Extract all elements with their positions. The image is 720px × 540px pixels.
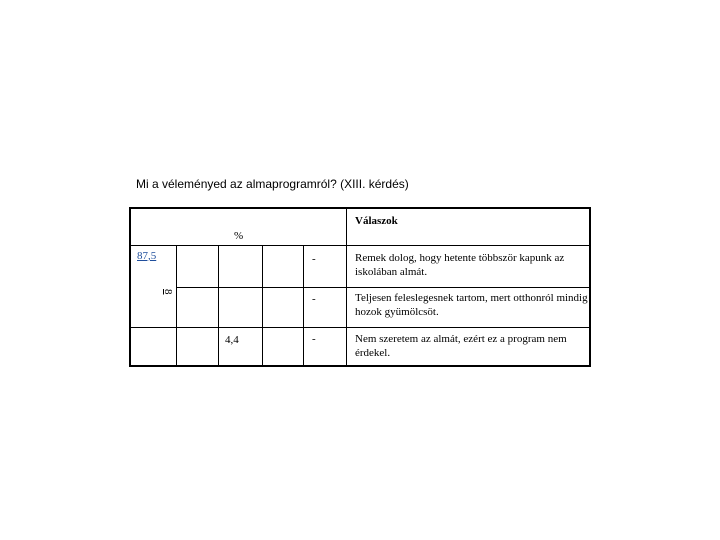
row-divider-1 [176, 287, 589, 288]
col-divider-1 [176, 245, 177, 367]
row-2-dash: - [312, 293, 316, 305]
answers-header: Válaszok [355, 215, 398, 227]
col-divider-5 [346, 209, 347, 367]
value-4-4: 4,4 [225, 334, 239, 346]
question-title: Mi a véleményed az almaprogramról? (XIII. kérdés) [136, 177, 409, 191]
answer-row-2: Teljesen feleslegesnek tartom, mert otthonról mindig hozok gyümölcsöt. [355, 292, 588, 318]
col-divider-3 [262, 245, 263, 367]
row-divider-2 [131, 327, 589, 328]
answer-row-3: Nem szeretem az almát, ezért ez a program nem érdekel. [355, 333, 567, 359]
answer-row-1: Remek dolog, hogy hetente többször kapunk az iskolában almát. [355, 252, 565, 278]
col-divider-2 [218, 245, 219, 367]
row-3-dash: - [312, 333, 316, 345]
survey-table [129, 207, 591, 367]
value-87-5: 87,5 [137, 250, 157, 262]
col-divider-4 [303, 245, 304, 367]
header-divider [131, 245, 589, 246]
value-8: 8 [162, 289, 174, 295]
percent-header: % [234, 230, 244, 242]
row-1-dash: - [312, 253, 316, 265]
